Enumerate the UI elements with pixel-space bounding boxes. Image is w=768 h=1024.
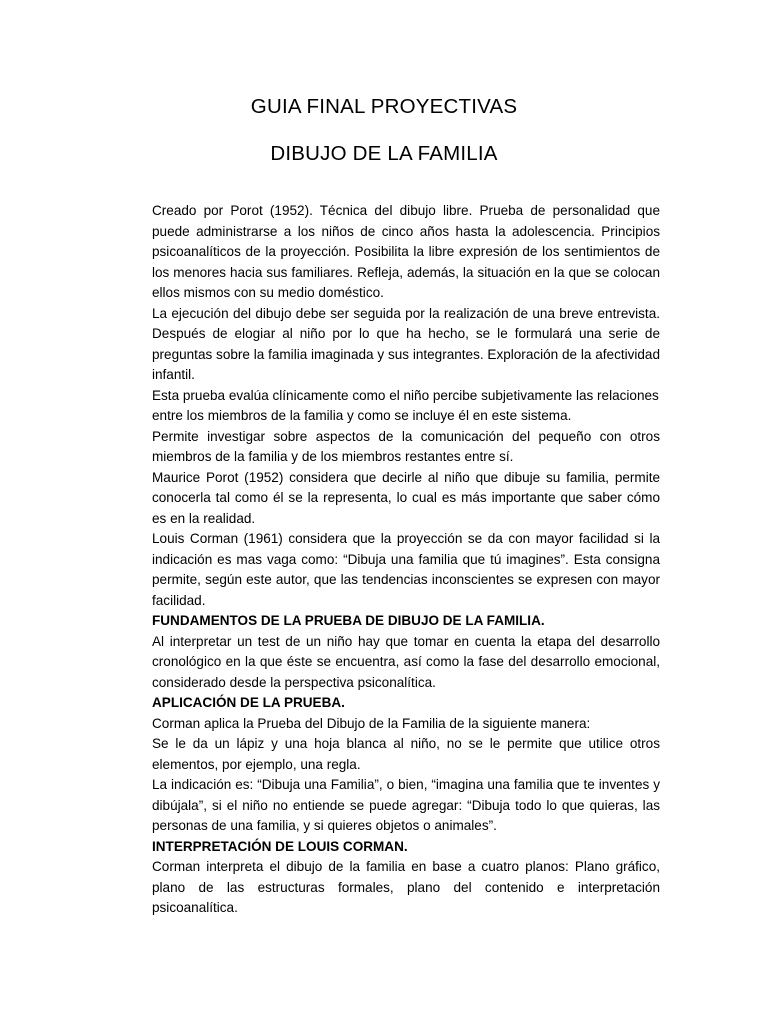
paragraph-execution: La ejecución del dibujo debe ser seguida por la realización de una breve entrevista. Después de elogiar al niño por lo que ha hecho, se le formulará una serie de preguntas sobre la familia imaginada y sus integrantes. Exploración de la afectividad infantil. [152, 305, 660, 382]
paragraph-materials: Se le da un lápiz y una hoja blanca al niño, no se le permite que utilice otros elementos, por ejemplo, una regla. [152, 736, 660, 772]
paragraph-intro: Creado por Porot (1952). Técnica del dibujo libre. Prueba de personalidad que puede administrarse a los niños de cinco años hasta la adolescencia. Principios psicoanalíticos de la proyección. Posibilita la libre expresión de los sentimientos de los menores hacia sus familiares. Refleja, además, la situación en la que se colocan ellos mismos con su medio doméstico. [152, 203, 660, 300]
paragraph-maurice-porot: Maurice Porot (1952) considera que decirle al niño que dibuje su familia, permite conocerla tal como él se la representa, lo cual es más importante que saber cómo es en la realidad. [152, 469, 660, 526]
paragraph-indicacion: La indicación es: “Dibuja una Familia”, o bien, “imagina una familia que te inventes y dibújala”, si el niño no entiende se puede agregar: “Dibuja todo lo que quieras, las personas de una familia, y si quieres objetos o animales”. [152, 777, 660, 833]
paragraph-louis-corman: Louis Corman (1961) considera que la proyección se da con mayor facilidad si la indicación es mas vaga como: “Dibuja una familia que tú imagines”. Esta consigna permite, según este autor, que las tendencias inconscientes se expresen con mayor facilidad. [152, 531, 660, 608]
paragraph-interpretacion: Corman interpreta el dibujo de la familia en base a cuatro planos: Plano gráfico, plano de las estructuras formales, plano del contenido e interpretación psicoanalítica. [152, 859, 660, 915]
paragraph-evaluation: Esta prueba evalúa clínicamente como el niño percibe subjetivamente las relaciones entre los miembros de la familia y como se incluye él en este sistema. [152, 387, 659, 423]
paragraph-aplicacion-intro: Corman aplica la Prueba del Dibujo de la Familia de la siguiente manera: [152, 715, 591, 731]
paragraph-fundamentos: Al interpretar un test de un niño hay que tomar en cuenta la etapa del desarrollo cronológico en la que éste se encuentra, así como la fase del desarrollo emocional, considerado desde la perspectiva psiconalítica. [152, 633, 660, 690]
document-title: GUIA FINAL PROYECTIVAS [250, 95, 518, 118]
document-body [152, 201, 660, 919]
heading-aplicacion: APLICACIÓN DE LA PRUEBA. [152, 695, 345, 710]
heading-interpretacion: INTERPRETACIÓN DE LOUIS CORMAN. [152, 838, 408, 854]
document-subtitle: DIBUJO DE LA FAMILIA [270, 142, 498, 165]
paragraph-communication: Permite investigar sobre aspectos de la comunicación del pequeño con otros miembros de la familia y de los miembros restantes entre sí. [152, 428, 660, 464]
heading-fundamentos: FUNDAMENTOS DE LA PRUEBA DE DIBUJO DE LA FAMILIA. [152, 613, 545, 628]
